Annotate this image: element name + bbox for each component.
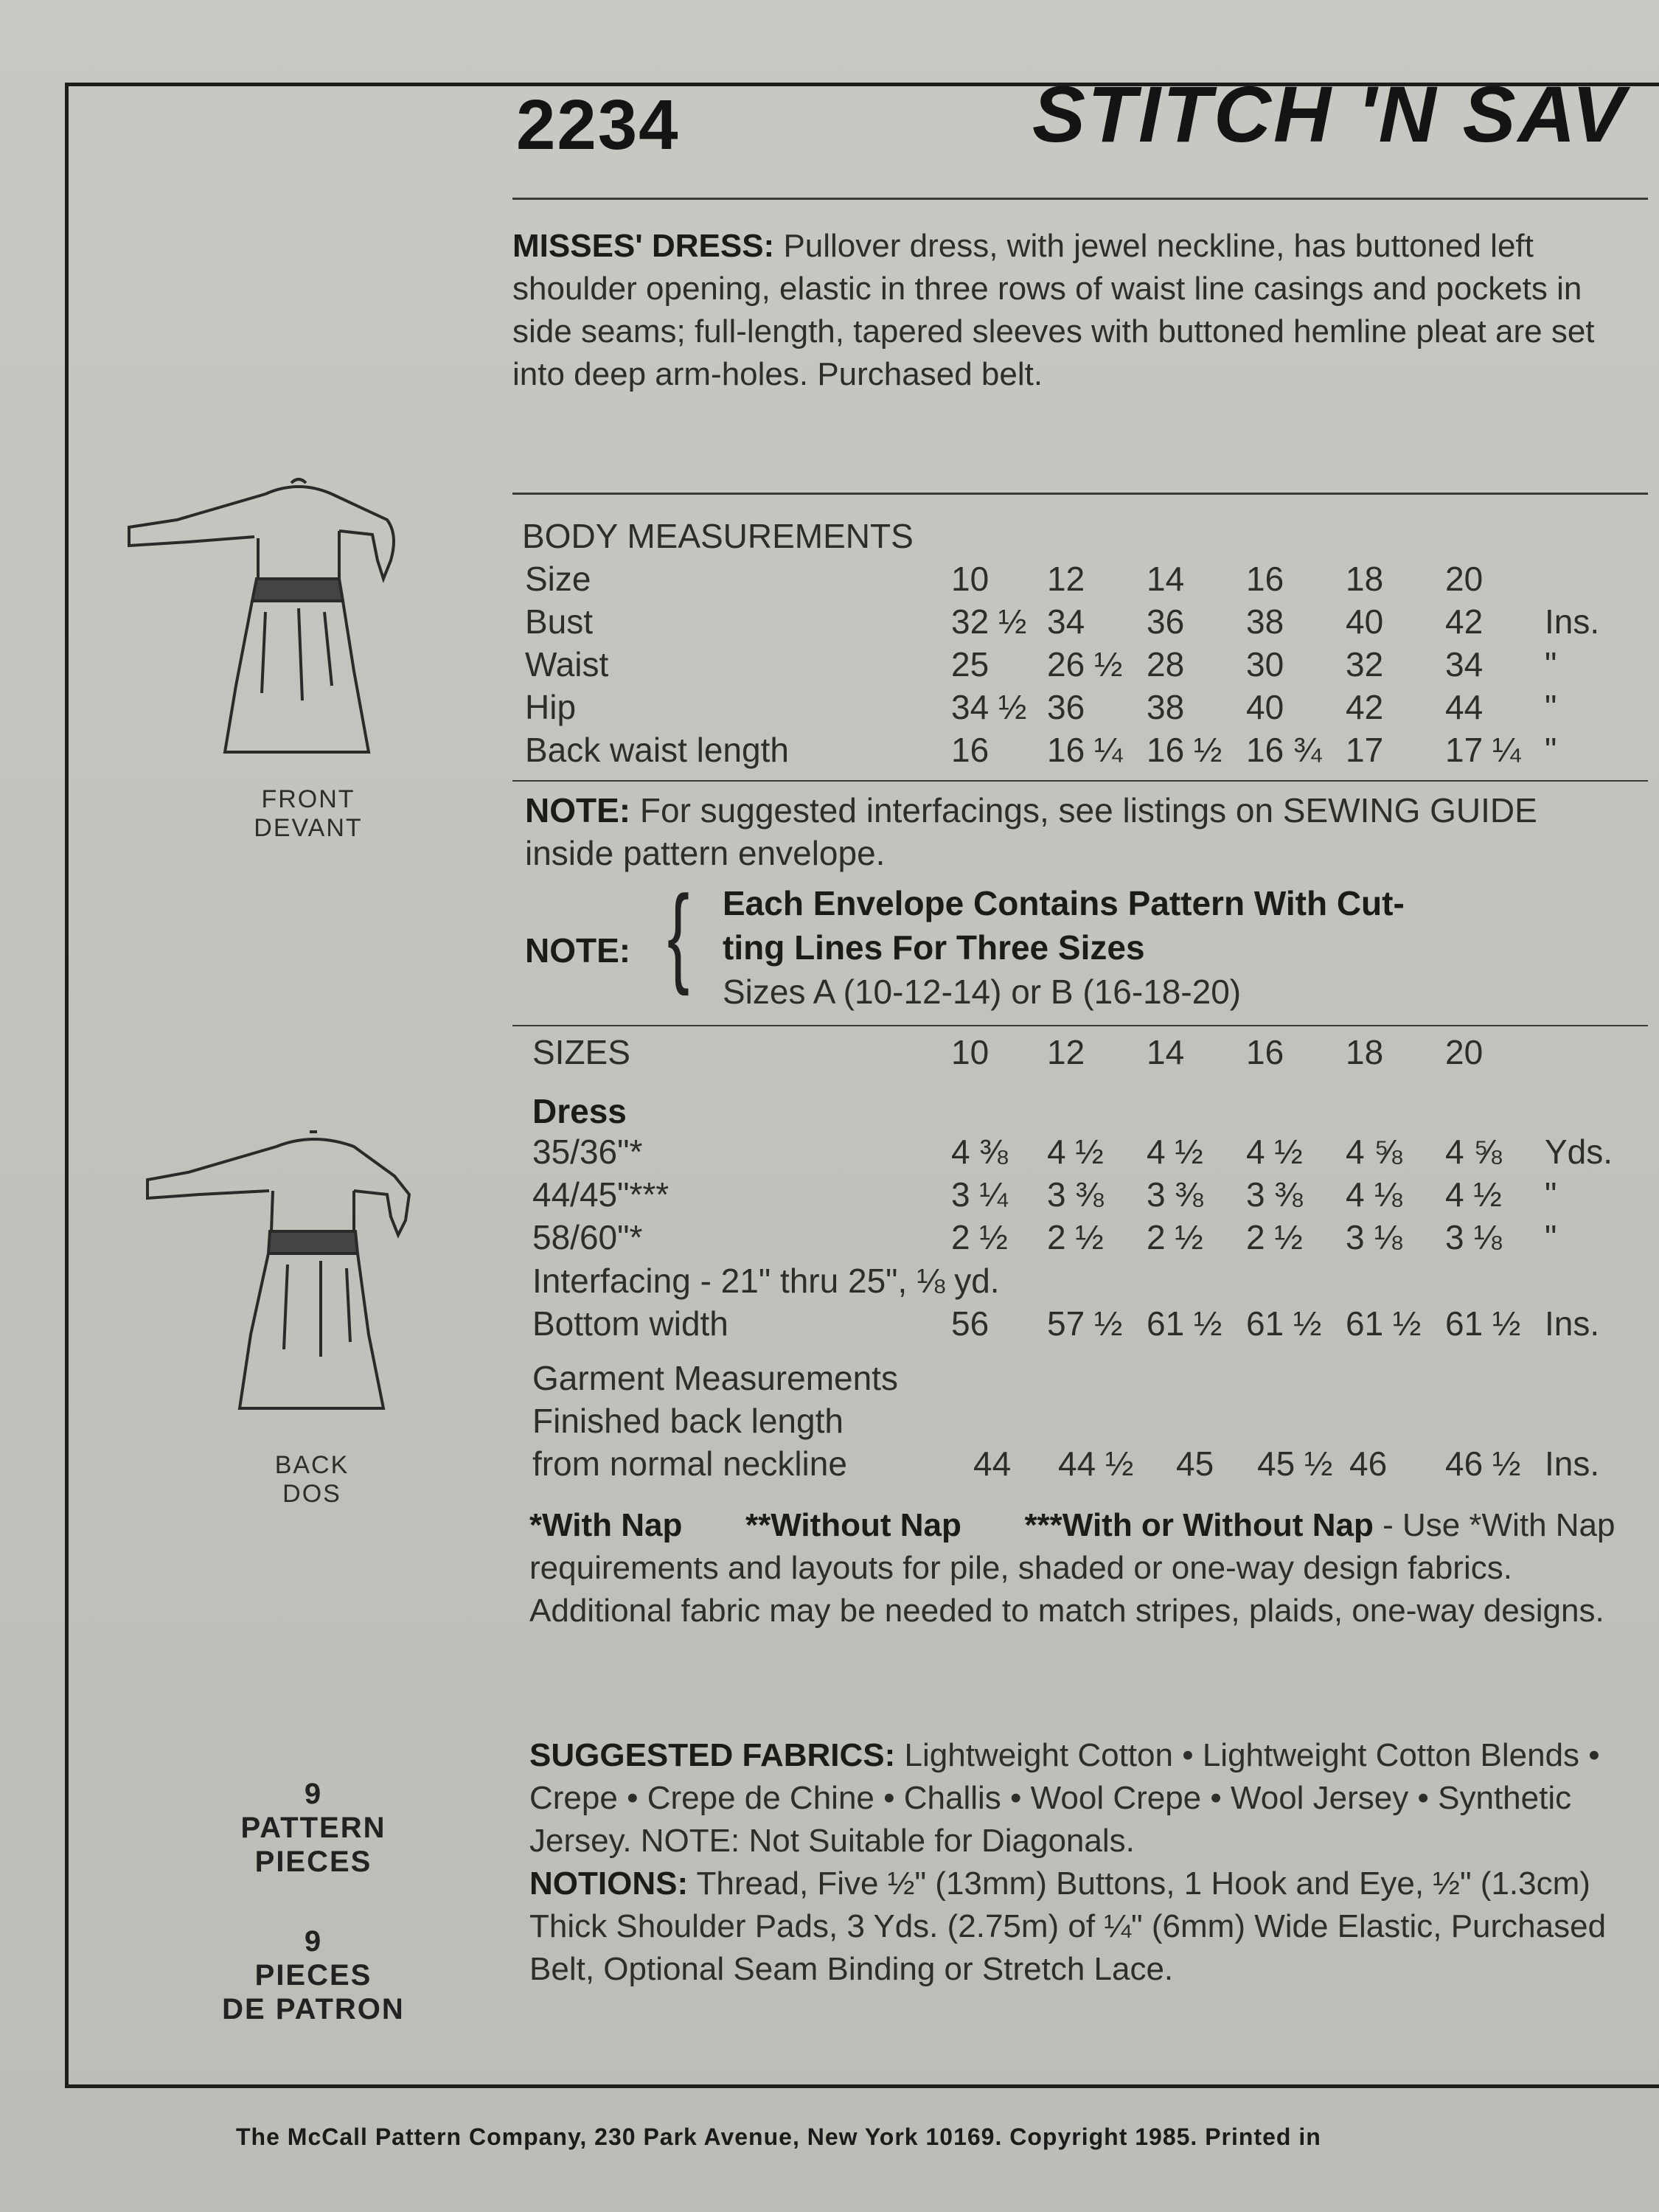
yardage-value: 3 ⅜ [1047, 1175, 1104, 1214]
body-measurement-value: 32 ½ [951, 602, 1027, 641]
yardage-value: 4 ⅜ [951, 1133, 1008, 1171]
body-measurement-label: Hip [525, 688, 577, 726]
note-envelope-brace: { [667, 872, 690, 996]
body-measurement-value: 40 [1346, 602, 1384, 641]
garment-value: 45 ½ [1257, 1444, 1333, 1483]
fabric-width-label: 44/45"*** [532, 1175, 669, 1214]
bottom-width-value: 61 ½ [1346, 1304, 1422, 1343]
bottom-width-unit: Ins. [1545, 1304, 1600, 1343]
front-dress-sketch-icon [118, 450, 413, 767]
yardage-value: 3 ⅛ [1346, 1218, 1402, 1256]
yardage-value: 3 ⅛ [1445, 1218, 1502, 1256]
fabrics-text: Lightweight Cotton • Lightweight Cotton Blends • Crepe • Crepe de Chine • Challis • Wool Crepe • Wool Jersey • Synthetic Jersey. NOTE: Not Suitable for Diagonals. [529, 1737, 1600, 1859]
interfacing-line: Interfacing - 21" thru 25", ⅛ yd. [532, 1262, 1000, 1300]
measurements-divider [512, 780, 1648, 782]
nap-text: - Use *With Nap requirements and layouts for pile, shaded or one-way design fabrics. Additional fabric may be needed to match stripes, plaids, one-way designs. [529, 1507, 1615, 1629]
garment-heading: Garment Measurements [532, 1359, 898, 1397]
fabric-width-label: 58/60"* [532, 1218, 643, 1256]
body-measurement-value: 10 [951, 560, 990, 598]
yardage-value: 3 ⅜ [1246, 1175, 1303, 1214]
body-measurement-value: 25 [951, 645, 990, 684]
fabric-width-label: 35/36"* [532, 1133, 643, 1171]
body-measurement-value: 34 ½ [951, 688, 1027, 726]
front-caption [234, 785, 382, 843]
dress-label: Dress [532, 1092, 627, 1130]
pattern-pieces-fr [203, 1924, 424, 2026]
body-measurement-unit: " [1545, 645, 1557, 684]
yardage-value: 2 ½ [1147, 1218, 1203, 1256]
note-envelope-line1: Each Envelope Contains Pattern With Cut- [723, 884, 1405, 922]
yardage-unit: " [1545, 1218, 1557, 1256]
yardage-value: 4 ⅝ [1346, 1133, 1402, 1171]
body-measurement-value: 42 [1346, 688, 1384, 726]
garment-value: 46 ½ [1445, 1444, 1521, 1483]
body-measurement-value: 36 [1047, 688, 1085, 726]
yardage-value: 4 ½ [1445, 1175, 1502, 1214]
sizes-label: SIZES [532, 1033, 630, 1071]
bottom-width-value: 56 [951, 1304, 990, 1343]
yardage-value: 4 ½ [1246, 1133, 1303, 1171]
size-header: 16 [1246, 1033, 1284, 1071]
nap-without: **Without Nap [745, 1507, 961, 1543]
fabrics-notions [529, 1734, 1628, 1991]
note-divider [512, 1025, 1648, 1026]
pattern-number: 2234 [516, 86, 680, 164]
body-measurement-value: 16 ¼ [1047, 731, 1123, 769]
body-measurement-value: 16 [951, 731, 990, 769]
body-measurement-unit: " [1545, 688, 1557, 726]
body-measurement-label: Size [525, 560, 591, 598]
body-measurement-value: 16 ¾ [1246, 731, 1322, 769]
body-measurement-value: 26 ½ [1047, 645, 1123, 684]
body-measurement-value: 34 [1047, 602, 1085, 641]
body-measurement-value: 18 [1346, 560, 1384, 598]
suggested-fabrics [529, 1734, 1628, 1863]
note-interfacing [525, 789, 1635, 874]
brand-title: STITCH 'N SAV [1032, 69, 1627, 159]
body-measurement-label: Bust [525, 602, 594, 641]
yardage-value: 4 ⅝ [1445, 1133, 1502, 1171]
yardage-value: 2 ½ [1047, 1218, 1104, 1256]
body-measurement-value: 28 [1147, 645, 1185, 684]
description-lead: MISSES' DRESS: [512, 228, 775, 264]
pattern-pieces-en [203, 1777, 424, 1879]
body-measurement-value: 36 [1147, 602, 1185, 641]
body-measurement-value: 12 [1047, 560, 1085, 598]
body-measurement-value: 34 [1445, 645, 1484, 684]
size-header: 10 [951, 1033, 990, 1071]
back-dress-sketch-icon [133, 1113, 428, 1430]
garment-line1: Finished back length [532, 1402, 844, 1440]
header-divider [512, 198, 1648, 200]
garment-unit: Ins. [1545, 1444, 1600, 1483]
body-measurement-value: 16 [1246, 560, 1284, 598]
size-header: 14 [1147, 1033, 1185, 1071]
notions-lead: NOTIONS: [529, 1865, 689, 1902]
note-interfacing-lead: NOTE: [525, 791, 631, 830]
yardage-value: 4 ⅛ [1346, 1175, 1402, 1214]
back-caption-en: BACK [274, 1451, 349, 1479]
body-measurement-value: 42 [1445, 602, 1484, 641]
back-caption [238, 1451, 386, 1509]
garment-value: 45 [1176, 1444, 1214, 1483]
body-measurement-value: 17 [1346, 731, 1384, 769]
bottom-width-value: 57 ½ [1047, 1304, 1123, 1343]
notions [529, 1863, 1628, 1991]
body-measurement-label: Back waist length [525, 731, 789, 769]
note-envelope-text [723, 881, 1405, 1014]
back-caption-fr: DOS [282, 1480, 341, 1508]
bottom-width-value: 61 ½ [1147, 1304, 1222, 1343]
notions-text: Thread, Five ½" (13mm) Buttons, 1 Hook and Eye, ½" (1.3cm) Thick Shoulder Pads, 3 Yds. (2.75m) of ¼" (6mm) Wide Elastic, Purchased Belt, Optional Seam Binding or Stretch Lace. [529, 1865, 1607, 1987]
garment-line2: from normal neckline [532, 1444, 847, 1483]
bottom-width-label: Bottom width [532, 1304, 728, 1343]
body-measurement-value: 38 [1246, 602, 1284, 641]
dress-description [512, 225, 1622, 396]
yardage-value: 4 ½ [1047, 1133, 1104, 1171]
yardage-value: 2 ½ [951, 1218, 1008, 1256]
front-caption-fr: DEVANT [254, 814, 363, 842]
pattern-pieces-count-en: 9 [304, 1778, 323, 1810]
yardage-unit: " [1545, 1175, 1557, 1214]
yardage-value: 3 ¼ [951, 1175, 1008, 1214]
body-measurements-heading: BODY MEASUREMENTS [522, 517, 914, 555]
nap-lead: Nap [1312, 1507, 1374, 1543]
body-measurement-unit: Ins. [1545, 602, 1600, 641]
garment-value: 44 ½ [1058, 1444, 1134, 1483]
note-interfacing-text: For suggested interfacings, see listings on SEWING GUIDE inside pattern envelope. [525, 791, 1537, 872]
description-text: Pullover dress, with jewel neckline, has buttoned left shoulder opening, elastic in three rows of waist line casings and pockets in side seams; full-length, tapered sleeves with buttoned hemline pleat are set into deep arm-holes. Purchased belt. [512, 228, 1595, 392]
body-measurement-value: 16 ½ [1147, 731, 1222, 769]
pattern-pieces-count-fr: 9 [304, 1925, 323, 1958]
pattern-pieces-label-en-2: PIECES [254, 1846, 372, 1878]
body-measurement-unit: " [1545, 731, 1557, 769]
pattern-pieces-label-en-1: PATTERN [240, 1812, 386, 1844]
body-measurement-label: Waist [525, 645, 609, 684]
garment-value: 46 [1349, 1444, 1388, 1483]
note-envelope-lead: NOTE: [525, 931, 631, 970]
note-envelope-line3: Sizes A (10-12-14) or B (16-18-20) [723, 973, 1242, 1011]
publisher-footer: The McCall Pattern Company, 230 Park Avenue, New York 10169. Copyright 1985. Printed in [236, 2124, 1321, 2150]
nap-either: ***With or Without [1024, 1507, 1304, 1543]
yardage-value: 3 ⅜ [1147, 1175, 1203, 1214]
size-header: 12 [1047, 1033, 1085, 1071]
pattern-pieces-label-fr-2: DE PATRON [222, 1993, 405, 2025]
body-measurement-value: 32 [1346, 645, 1384, 684]
body-measurement-value: 14 [1147, 560, 1185, 598]
pattern-pieces-label-fr-1: PIECES [254, 1959, 372, 1992]
front-caption-en: FRONT [261, 785, 355, 813]
bottom-width-value: 61 ½ [1246, 1304, 1322, 1343]
description-divider [512, 493, 1648, 495]
yardage-value: 2 ½ [1246, 1218, 1303, 1256]
yardage-unit: Yds. [1545, 1133, 1613, 1171]
yardage-value: 4 ½ [1147, 1133, 1203, 1171]
body-measurement-value: 40 [1246, 688, 1284, 726]
note-envelope-line2: ting Lines For Three Sizes [723, 928, 1145, 967]
body-measurement-value: 30 [1246, 645, 1284, 684]
nap-with: *With Nap [529, 1507, 683, 1543]
size-header: 18 [1346, 1033, 1384, 1071]
body-measurement-value: 44 [1445, 688, 1484, 726]
bottom-width-value: 61 ½ [1445, 1304, 1521, 1343]
fabrics-lead: SUGGESTED FABRICS: [529, 1737, 896, 1773]
garment-value: 44 [973, 1444, 1012, 1483]
body-measurement-value: 20 [1445, 560, 1484, 598]
body-measurement-value: 17 ¼ [1445, 731, 1521, 769]
size-header: 20 [1445, 1033, 1484, 1071]
body-measurement-value: 38 [1147, 688, 1185, 726]
nap-notes [529, 1504, 1628, 1632]
